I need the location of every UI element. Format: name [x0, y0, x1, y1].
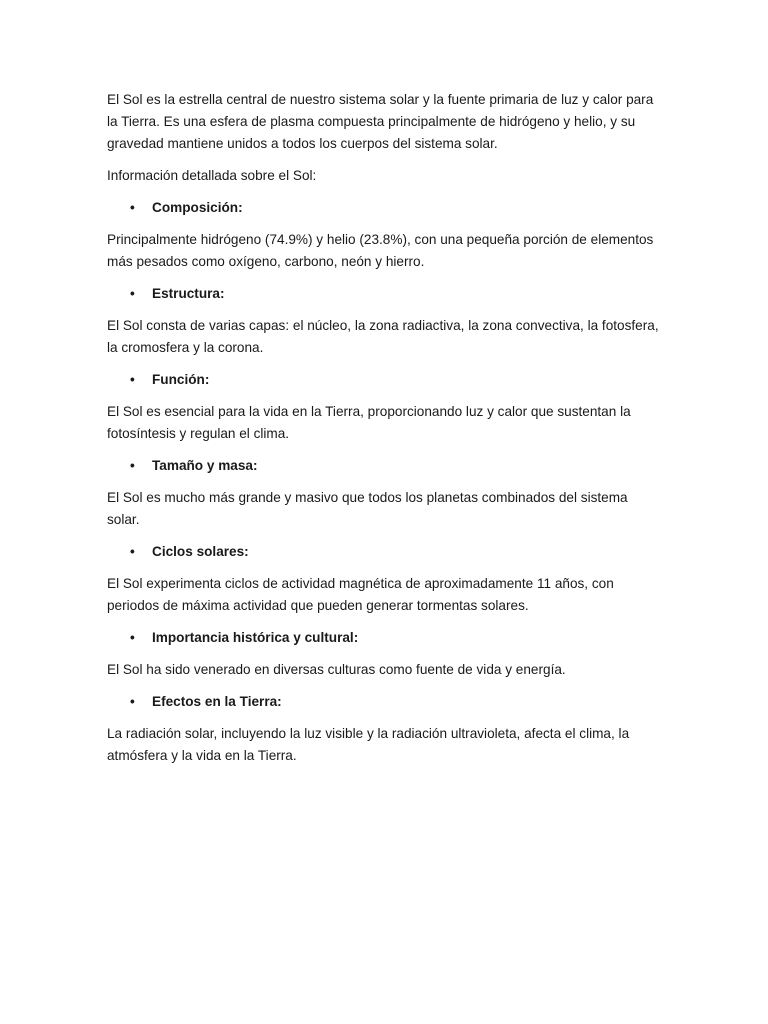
section-heading-label: Importancia histórica y cultural:: [152, 630, 359, 645]
bullet-icon: •: [130, 694, 135, 709]
section-body-importancia: El Sol ha sido venerado en diversas culturas como fuente de vida y energía.: [107, 662, 566, 677]
lead-paragraph: Información detallada sobre el Sol:: [107, 168, 317, 183]
section-heading-funcion: [107, 369, 663, 391]
section-heading-label: Composición:: [152, 200, 243, 215]
section-heading-label: Tamaño y masa:: [152, 458, 258, 473]
section-heading-label: Ciclos solares:: [152, 544, 249, 559]
section-heading-label: Función:: [152, 372, 210, 387]
bullet-icon: •: [130, 286, 135, 301]
section-heading-efectos: [107, 691, 663, 713]
section-heading-label: Estructura:: [152, 286, 225, 301]
section-body-composicion: Principalmente hidrógeno (74.9%) y helio (23.8%), con una pequeña porción de elementos más pesados como oxígeno, carbono, neón y hierro.: [107, 232, 654, 269]
section-heading-tamano-masa: [107, 455, 663, 477]
bullet-icon: •: [130, 544, 135, 559]
section-heading-estructura: [107, 283, 663, 305]
document-body: [107, 89, 663, 777]
bullet-icon: •: [130, 630, 135, 645]
intro-paragraph: El Sol es la estrella central de nuestro sistema solar y la fuente primaria de luz y calor para la Tierra. Es una esfera de plasma compuesta principalmente de hidrógeno y helio, y su gravedad mantiene unidos a todos los cuerpos del sistema solar.: [107, 92, 654, 151]
section-body-ciclos-solares: El Sol experimenta ciclos de actividad magnética de aproximadamente 11 años, con periodos de máxima actividad que pueden generar tormentas solares.: [107, 576, 614, 613]
bullet-icon: •: [130, 372, 135, 387]
section-heading-importancia: [107, 627, 663, 649]
section-heading-ciclos-solares: [107, 541, 663, 563]
section-body-efectos: La radiación solar, incluyendo la luz visible y la radiación ultravioleta, afecta el clima, la atmósfera y la vida en la Tierra.: [107, 726, 630, 763]
section-body-funcion: El Sol es esencial para la vida en la Tierra, proporcionando luz y calor que sustentan la fotosíntesis y regulan el clima.: [107, 404, 631, 441]
section-body-estructura: El Sol consta de varias capas: el núcleo, la zona radiactiva, la zona convectiva, la fotosfera, la cromosfera y la corona.: [107, 318, 659, 355]
section-heading-label: Efectos en la Tierra:: [152, 694, 282, 709]
section-heading-composicion: [107, 197, 663, 219]
section-body-tamano-masa: El Sol es mucho más grande y masivo que todos los planetas combinados del sistema solar.: [107, 490, 628, 527]
bullet-icon: •: [130, 200, 135, 215]
bullet-icon: •: [130, 458, 135, 473]
